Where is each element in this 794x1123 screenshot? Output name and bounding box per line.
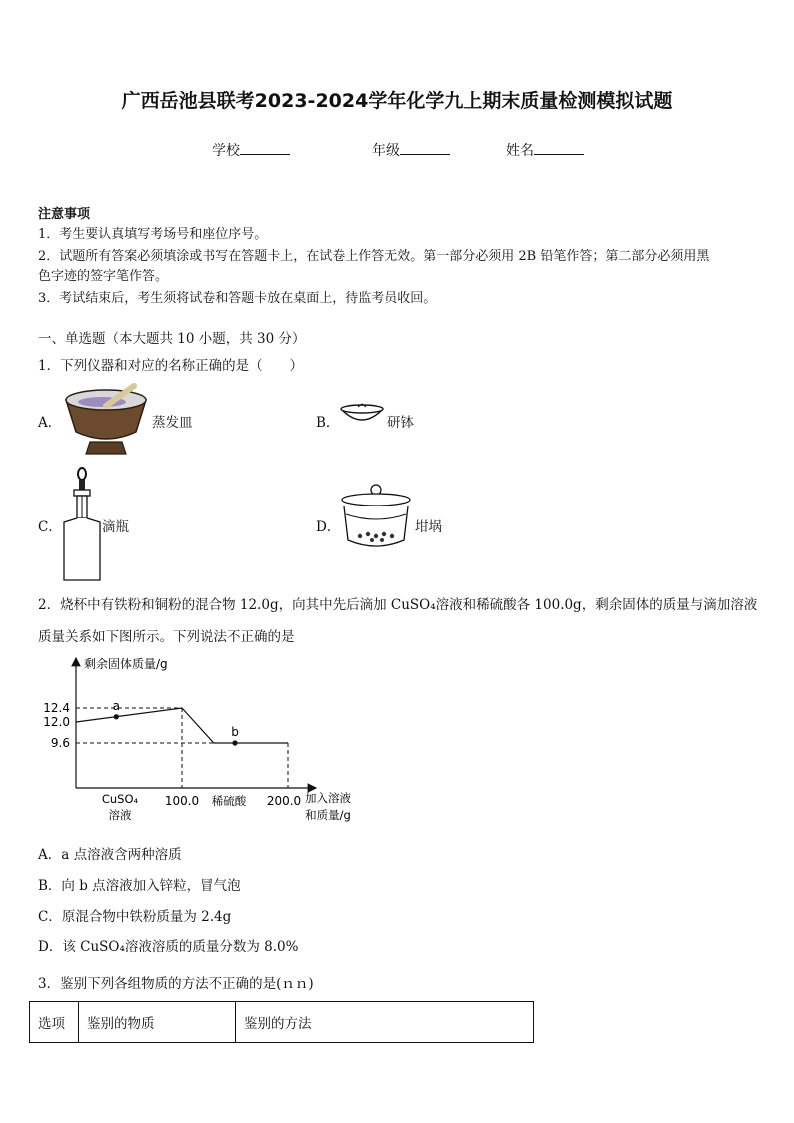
marked-points — [113, 699, 239, 746]
q1-option-a-letter: A． — [38, 415, 62, 431]
school-label: 学校 — [212, 143, 240, 159]
notes-heading: 注意事项 — [38, 207, 91, 222]
name-blank — [534, 142, 584, 155]
point-label-a: a — [112, 698, 120, 713]
segment-label-cuso4: CuSO₄ — [101, 792, 139, 806]
point-label-b: b — [231, 725, 239, 739]
x-axis-label-line-1: 加入溶液 — [305, 791, 351, 805]
y-tick-12-4: 12.4 — [43, 701, 70, 715]
note-item-1: 1．考生要认真填写考场号和座位序号。 — [38, 227, 268, 242]
q1-option-a-text: 蒸发皿 — [152, 415, 193, 431]
q1-option-b-letter: B． — [316, 415, 340, 431]
q1-option-d-text: 坩埚 — [415, 519, 442, 535]
x-tick-200: 200.0 — [266, 794, 302, 808]
note-item-2: 2．试题所有答案必须填涂或书写在答题卡上，在试卷上作答无效。第一部分必须用 2B 铅笔作答；第二部分必须用黑 — [38, 249, 710, 264]
section-heading: 一、单选题（本大题共 10 小题，共 30 分） — [38, 331, 306, 347]
q2-option-d: D．该 CuSO₄溶液溶质的质量分数为 8.0% — [38, 939, 299, 955]
segment-label-acid: 稀硫酸 — [211, 794, 247, 808]
point-b — [232, 740, 237, 745]
note-item-2-cont: 色字迹的签字笔作答。 — [38, 269, 169, 284]
q1-option-d-letter: D． — [316, 519, 341, 535]
y-tick-12-0: 12.0 — [43, 715, 70, 729]
reference-dashes — [76, 708, 288, 788]
page-title: 广西岳池县联考2023-2024学年化学九上期末质量检测模拟试题 — [121, 90, 673, 112]
y-axis-label: 剩余固体质量/g — [84, 657, 168, 671]
q2-option-b: B．向 b 点溶液加入锌粒，冒气泡 — [38, 878, 241, 894]
header-method: 鉴别的方法 — [236, 1002, 534, 1043]
segment-label-solution: 溶液 — [108, 808, 132, 822]
q2-option-c: C．原混合物中铁粉质量为 2.4g — [38, 909, 232, 925]
q3-stem: 3．鉴别下列各组物质的方法不正确的是(ｎｎ) — [38, 976, 314, 992]
grade-field — [372, 140, 450, 160]
school-blank — [240, 142, 290, 155]
name-label: 姓名 — [506, 143, 534, 159]
q1-stem: 1．下列仪器和对应的名称正确的是（ ） — [38, 358, 304, 374]
q2-chart — [36, 650, 366, 830]
table-header-row — [30, 1002, 534, 1043]
point-a — [114, 714, 119, 719]
note-item-3: 3．考试结束后，考生须将试卷和答题卡放在桌面上，待监考员收回。 — [38, 291, 437, 306]
q1-option-b-text: 研钵 — [387, 415, 414, 431]
name-field — [506, 140, 584, 160]
evaporating-dish-image — [338, 403, 386, 431]
y-tick-9-6: 9.6 — [50, 736, 70, 750]
school-field — [212, 140, 290, 160]
header-substances: 鉴别的物质 — [79, 1002, 236, 1043]
q3-table — [29, 1001, 534, 1043]
x-tick-100: 100.0 — [164, 794, 200, 808]
header-option: 选项 — [30, 1002, 79, 1043]
dropper-bottle-image — [60, 466, 104, 584]
grade-blank — [400, 142, 450, 155]
q2-stem-line-1: 2．烧杯中有铁粉和铜粉的混合物 12.0g，向其中先后滴加 CuSO₄溶液和稀硫酸各 100.0g，剩余固体的质量与滴加溶液 — [38, 597, 758, 613]
grade-label: 年级 — [372, 143, 400, 159]
x-axis-label-line-2: 和质量/g — [305, 808, 351, 822]
mortar-pestle-image — [62, 380, 150, 460]
q2-option-a: A．a 点溶液含两种溶质 — [38, 847, 182, 863]
q1-option-c-text: 滴瓶 — [102, 519, 129, 535]
q2-stem-line-2: 质量关系如下图所示。下列说法不正确的是 — [38, 629, 295, 645]
q1-option-c-letter: C． — [38, 519, 62, 535]
crucible-image — [338, 484, 416, 554]
